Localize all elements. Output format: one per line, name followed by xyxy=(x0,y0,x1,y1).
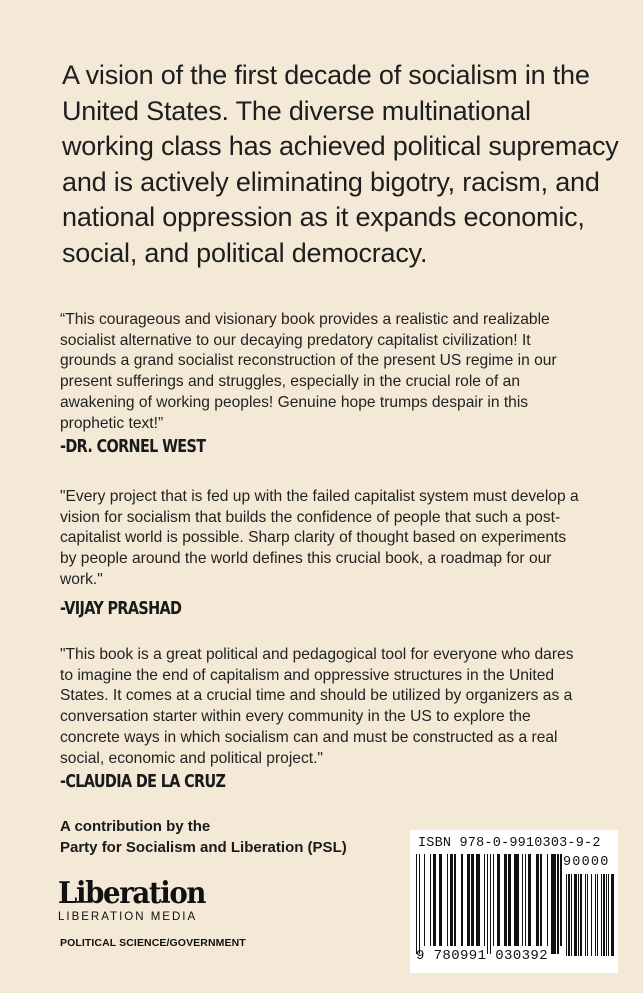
barcode-bar xyxy=(528,854,531,946)
barcode-bar xyxy=(601,874,602,956)
barcode-bar xyxy=(547,854,548,946)
barcode-bar xyxy=(439,854,442,946)
barcode-bar xyxy=(430,854,431,946)
barcode-bar xyxy=(580,874,582,956)
barcode-bar xyxy=(551,854,555,954)
barcode-bar xyxy=(525,854,526,946)
barcode-bar xyxy=(497,854,500,946)
endorsement-quote-west: “This courageous and visionary book provides a realistic and realizable socialist alternative to our decaying predatory capitalist civilization! It grounds a grand socialist reconstruction of the present US regime in our present sufferings and struggles, especially in the crucial role of an awakening of working peoples! Genuine hope trumps despair in this prophetic text!” xyxy=(60,311,557,432)
barcode-bar xyxy=(522,854,523,946)
barcode-digits: 9 780991 030392 xyxy=(416,948,549,964)
barcode-bar xyxy=(578,874,579,956)
barcode-bar xyxy=(450,854,453,946)
endorsement-author-delacruz: -CLAUDIA DE LA CRUZ xyxy=(60,771,226,792)
isbn-barcode xyxy=(410,830,618,973)
endorsement-author-prashad: -VIJAY PRASHAD xyxy=(60,598,182,619)
barcode-bar xyxy=(603,874,605,956)
barcode-bar xyxy=(487,854,488,954)
endorsement-quote-delacruz: "This book is a great political and pedagogical tool for everyone who dares to imagine the end of capitalism and oppressive structures in the United States. It comes at a crucial time and should be utilized by organizers as a conversation starter within every community in the US to explore the concrete ways in which socialism can and must be constructed as a real social, economic and political project." xyxy=(60,646,574,767)
barcode-bar xyxy=(571,874,572,956)
book-category: POLITICAL SCIENCE/GOVERNMENT xyxy=(60,937,246,949)
barcode-bar xyxy=(560,854,561,946)
barcode-bar xyxy=(540,854,541,946)
book-description: A vision of the first decade of socialism in the United States. The diverse multinational working class has achieved political supremacy and is actively eliminating bigotry, racism, and national oppression as it expands economic, social, and political democracy. xyxy=(62,60,619,268)
barcode-bar xyxy=(591,874,593,956)
barcode-addon-code: 90000 xyxy=(563,855,610,870)
barcode-bar xyxy=(606,874,607,956)
barcode-bar xyxy=(471,854,474,946)
publisher-logo-wordmark: Liberation xyxy=(58,876,206,911)
barcode-bar xyxy=(424,854,425,946)
barcode-bar xyxy=(433,854,436,946)
barcode-bar xyxy=(461,854,464,946)
barcode-main-bars xyxy=(416,854,562,954)
publisher-logo xyxy=(58,876,206,923)
publisher-name: LIBERATION MEDIA xyxy=(58,911,198,923)
endorsement-quote-prashad: "Every project that is fed up with the failed capitalist system must develop a vision for socialism that builds the confidence of people that such a post-capitalist world is possible. Sharp clarity of thought based on experiments by people around the world defines this crucial book, a roadmap for our work." xyxy=(60,488,579,588)
barcode-bar xyxy=(568,874,570,956)
barcode-bar xyxy=(419,854,420,954)
barcode-bar xyxy=(585,874,586,956)
barcode-bar xyxy=(447,854,448,946)
barcode-bar xyxy=(587,874,588,956)
endorsement-author-west: -DR. CORNEL WEST xyxy=(60,436,206,457)
barcode-bar xyxy=(508,854,511,946)
contribution-organization: Party for Socialism and Liberation (PSL) xyxy=(60,839,347,856)
barcode-bar xyxy=(484,854,485,946)
barcode-bar xyxy=(416,854,417,954)
barcode-bar xyxy=(493,854,494,946)
barcode-bar xyxy=(514,854,518,946)
contribution-credit xyxy=(60,816,347,858)
barcode-bar xyxy=(557,854,558,954)
barcode-bar xyxy=(608,874,609,956)
barcode-bar xyxy=(611,874,614,956)
barcode-bar xyxy=(504,854,507,946)
contribution-line: A contribution by the xyxy=(60,818,211,835)
barcode-bar xyxy=(536,854,539,946)
barcode-bar xyxy=(467,854,470,946)
barcode-bar xyxy=(566,874,567,956)
barcode-bar xyxy=(476,854,480,946)
barcode-bar xyxy=(597,874,598,956)
barcode-bar xyxy=(595,874,596,956)
isbn-label: ISBN 978-0-9910303-9-2 xyxy=(418,836,601,851)
barcode-bar xyxy=(490,854,491,954)
barcode-addon-bars xyxy=(566,874,614,956)
barcode-bar xyxy=(574,874,577,956)
barcode-bar xyxy=(454,854,455,946)
